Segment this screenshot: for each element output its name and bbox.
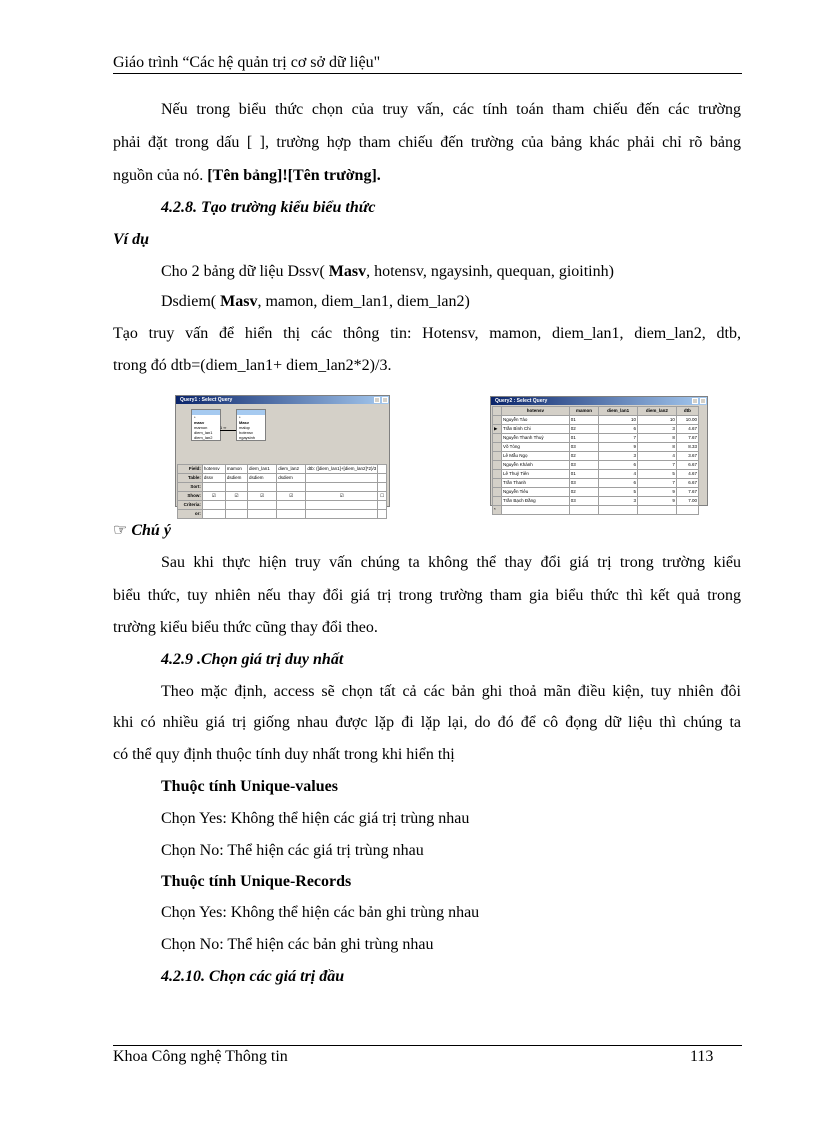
header-rule (113, 73, 742, 74)
table-cell[interactable]: Trần Thanh (502, 479, 570, 488)
paragraph-line (113, 166, 381, 186)
table-pane (177, 405, 382, 460)
grid-cell[interactable] (202, 483, 225, 492)
table-cell[interactable]: 4 (638, 452, 677, 461)
table-cell[interactable]: 4 (599, 470, 638, 479)
table-cell[interactable]: 6 (599, 425, 638, 434)
grid-cell[interactable] (225, 501, 247, 510)
grid-cell[interactable] (306, 510, 378, 519)
grid-cell[interactable] (225, 483, 247, 492)
table-cell[interactable]: 4.67 (676, 425, 698, 434)
field: malop (239, 425, 250, 430)
row-selector[interactable] (493, 443, 502, 452)
maximize-button (374, 397, 380, 403)
table-cell[interactable]: 8.33 (676, 443, 698, 452)
table-cell[interactable]: 5 (638, 470, 677, 479)
table-row[interactable] (493, 479, 699, 488)
grid-cell[interactable]: ☑ (225, 492, 247, 501)
field: masv (194, 420, 205, 425)
grid-cell[interactable] (306, 501, 378, 510)
note-heading (113, 521, 171, 541)
column-header[interactable]: dtb (676, 407, 698, 416)
table-cell[interactable]: Nguyễn Khánh (502, 461, 570, 470)
table-cell[interactable]: 10 (599, 416, 638, 425)
text: Cho 2 bảng dữ liệu Dssv( (161, 263, 329, 280)
grid-cell[interactable]: ☑ (248, 492, 277, 501)
row-selector[interactable] (493, 434, 502, 443)
row-selector[interactable] (493, 461, 502, 470)
note-label: Chú ý (131, 522, 171, 539)
grid-cell[interactable] (248, 501, 277, 510)
grid-cell[interactable]: hotensv (202, 465, 225, 474)
property-option: Chọn No: Thể hiện các bản ghi trùng nhau (161, 936, 434, 953)
table-cell[interactable]: 10.00 (676, 416, 698, 425)
row-selector[interactable] (493, 452, 502, 461)
table-cell[interactable]: 03 (569, 497, 599, 506)
table-row[interactable] (493, 434, 699, 443)
table-cell[interactable]: Nguyễn Tào (502, 416, 570, 425)
pointing-hand-icon: ☞ (113, 522, 132, 539)
grid-cell[interactable] (202, 510, 225, 519)
table-cell[interactable]: 03 (569, 443, 599, 452)
table-row[interactable] (493, 443, 699, 452)
column-header[interactable]: diem_lan2 (638, 407, 677, 416)
maximize-button (692, 398, 698, 404)
join-line: 1 ∞ (220, 425, 236, 431)
table-cell[interactable]: 8 (638, 443, 677, 452)
grid-cell[interactable] (202, 501, 225, 510)
table-cell[interactable]: Trần Bình Chi (502, 425, 570, 434)
grid-cell[interactable] (378, 483, 387, 492)
text: , mamon, diem_lan1, diem_lan2) (257, 293, 470, 310)
table-cell[interactable]: Nguyễn Thanh Thuỷ (502, 434, 570, 443)
field: hotensv (239, 430, 254, 435)
table-cell[interactable]: 5 (599, 488, 638, 497)
grid-cell[interactable]: ☑ (306, 492, 378, 501)
column-header[interactable]: mamon (569, 407, 599, 416)
grid-cell[interactable]: ☑ (277, 492, 306, 501)
property-option: Chọn No: Thể hiện các giá trị trùng nhau (161, 842, 424, 859)
grid-cell[interactable]: dtb: ([diem_lan1]+[diem_lan2]*2)/3 (306, 465, 378, 474)
paragraph-line (161, 292, 470, 312)
table-cell[interactable]: 8 (638, 434, 677, 443)
table-cell[interactable]: 01 (569, 470, 599, 479)
paragraph-line: khi có nhiều giá trị giống nhau được lặp đi lặp lại, do đó để cô đọng dữ liệu thì chúng ta (113, 714, 741, 731)
table-cell[interactable]: 7 (638, 461, 677, 470)
row-label: Table: (178, 474, 203, 483)
grid-cell[interactable] (306, 474, 378, 483)
field: * (239, 415, 241, 420)
table-cell[interactable]: 03 (569, 479, 599, 488)
grid-cell[interactable]: ☑ (202, 492, 225, 501)
row-label: or: (178, 510, 203, 519)
field: mamon (194, 425, 208, 430)
text: nguồn của nó. (113, 167, 208, 184)
grid-cell[interactable] (277, 483, 306, 492)
grid-row (178, 510, 387, 519)
column-header[interactable]: hotensv (502, 407, 570, 416)
paragraph-line: Tạo truy vấn để hiển thị các thông tin: Hotensv, mamon, diem_lan1, diem_lan2, dtb, (113, 325, 741, 342)
key-field: Masv (220, 293, 258, 310)
field: Masv (239, 420, 250, 425)
column-header[interactable]: diem_lan1 (599, 407, 638, 416)
table-cell[interactable]: 6.67 (676, 479, 698, 488)
table-cell[interactable]: 6.67 (676, 461, 698, 470)
design-grid (177, 464, 387, 519)
grid-cell[interactable]: ☐ (378, 492, 387, 501)
field: ngaysinh (239, 435, 256, 440)
paragraph-line: có thể quy định thuộc tính duy nhất trong khi hiển thị (113, 746, 455, 763)
grid-cell[interactable] (306, 483, 378, 492)
key-field: Masv (328, 263, 367, 280)
table-cell[interactable] (638, 506, 677, 515)
paragraph-line: trường kiểu biểu thức cũng thay đổi theo. (113, 619, 378, 636)
table-cell[interactable]: 01 (569, 434, 599, 443)
table-cell[interactable]: 7.00 (676, 497, 698, 506)
table-cell[interactable]: 4.67 (676, 470, 698, 479)
syntax-bold: [Tên bảng]![Tên trường]. (207, 167, 381, 184)
field-list-dssv (236, 409, 266, 441)
grid-cell[interactable] (248, 510, 277, 519)
table-cell[interactable]: 9 (638, 488, 677, 497)
close-button (382, 397, 388, 403)
field: diem_lan1 (194, 430, 213, 435)
grid-cell[interactable]: dssv (202, 474, 225, 483)
new-record-row[interactable] (493, 506, 699, 515)
example-label: Ví dụ (113, 231, 150, 248)
row-selector[interactable] (493, 488, 502, 497)
table-cell[interactable]: 02 (569, 488, 599, 497)
property-option: Chọn Yes: Không thể hiện các bản ghi trùng nhau (161, 904, 480, 921)
row-selector[interactable] (493, 470, 502, 479)
grid-cell[interactable] (378, 510, 387, 519)
grid-cell[interactable] (277, 501, 306, 510)
table-cell[interactable]: 02 (569, 452, 599, 461)
property-heading: Thuộc tính Unique-Records (161, 873, 352, 890)
paragraph-line: Nếu trong biểu thức chọn của truy vấn, các tính toán tham chiếu đến các trường (161, 101, 741, 118)
window-title: Query2 : Select Query (491, 397, 707, 405)
table-cell[interactable]: 7 (599, 434, 638, 443)
paragraph-line (161, 262, 614, 282)
table-cell[interactable]: Võ Tòng (502, 443, 570, 452)
text: Dsdiem( (161, 293, 221, 310)
table-cell[interactable]: 3 (599, 452, 638, 461)
table-cell[interactable] (502, 506, 570, 515)
paragraph-line: Sau khi thực hiện truy vấn chúng ta không thể thay đổi giá trị trong trường kiểu (161, 554, 741, 571)
table-cell[interactable]: 3 (599, 497, 638, 506)
grid-cell[interactable]: dsdiem (248, 474, 277, 483)
row-selector[interactable]: ▶ (493, 425, 502, 434)
grid-cell[interactable]: dsdiem (225, 474, 247, 483)
table-cell[interactable]: 9 (638, 497, 677, 506)
paragraph-line: phải đặt trong dấu [ ], trường hợp tham chiếu đến trường của bảng khác phải chỉ rõ bảng (113, 134, 741, 151)
table-cell[interactable]: 7 (638, 479, 677, 488)
table-row[interactable] (493, 470, 699, 479)
table-cell[interactable]: Nguyễn Tiêu (502, 488, 570, 497)
running-header: Giáo trình “Các hệ quản trị cơ sở dữ liệu" (113, 54, 381, 71)
table-cell[interactable] (569, 506, 599, 515)
query-design-window (175, 395, 390, 516)
paragraph-line: Theo mặc định, access sẽ chọn tất cả các bản ghi thoả mãn điều kiện, tuy nhiên đôi (161, 683, 741, 700)
new-record-icon: * (493, 506, 502, 515)
table-cell[interactable]: Lê Thuỷ Tiên (502, 470, 570, 479)
grid-cell[interactable] (225, 510, 247, 519)
footer-rule (113, 1045, 742, 1046)
section-heading: 4.2.10. Chọn các giá trị đầu (161, 968, 345, 985)
query-result-window (490, 396, 708, 512)
row-label: Criteria: (178, 501, 203, 510)
grid-cell[interactable] (248, 483, 277, 492)
table-cell[interactable]: 9 (599, 443, 638, 452)
table-row[interactable] (493, 425, 699, 434)
grid-cell[interactable]: mamon (225, 465, 247, 474)
table-cell[interactable]: Trần Bạch Đằng (502, 497, 570, 506)
table-cell[interactable]: 7.67 (676, 488, 698, 497)
window-title: Query1 : Select Query (176, 396, 389, 404)
table-cell[interactable]: 6 (599, 479, 638, 488)
footer-department: Khoa Công nghệ Thông tin (113, 1048, 288, 1065)
table-cell[interactable]: 3 (638, 425, 677, 434)
property-heading: Thuộc tính Unique-values (161, 778, 338, 795)
grid-row (178, 483, 387, 492)
grid-cell[interactable] (277, 510, 306, 519)
table-cell[interactable]: 6 (599, 461, 638, 470)
table-row[interactable] (493, 488, 699, 497)
grid-row (178, 492, 387, 501)
grid-row (178, 465, 387, 474)
table-cell[interactable]: 01 (569, 416, 599, 425)
table-cell[interactable] (599, 506, 638, 515)
result-datasheet (492, 406, 699, 515)
row-label: Show: (178, 492, 203, 501)
table-cell[interactable]: 10 (638, 416, 677, 425)
field: * (194, 415, 196, 420)
table-cell[interactable]: 7.67 (676, 434, 698, 443)
grid-row (178, 474, 387, 483)
page-number: 113 (690, 1048, 714, 1065)
table-cell[interactable]: Lê Mẫu Ngọ (502, 452, 570, 461)
grid-cell[interactable]: dsdiem (277, 474, 306, 483)
paragraph-line: biểu thức, tuy nhiên nếu thay đổi giá trị trong trường tham gia biểu thức thì kết quả trong (113, 587, 741, 604)
table-row[interactable] (493, 461, 699, 470)
table-cell[interactable]: 03 (569, 461, 599, 470)
property-option: Chọn Yes: Không thể hiện các giá trị trùng nhau (161, 810, 470, 827)
table-row[interactable] (493, 416, 699, 425)
section-heading: 4.2.9 .Chọn giá trị duy nhất (161, 651, 344, 668)
row-label: Sort: (178, 483, 203, 492)
section-heading: 4.2.8. Tạo trường kiểu biểu thức (161, 199, 376, 216)
table-cell[interactable]: 3.67 (676, 452, 698, 461)
text: , hotensv, ngaysinh, quequan, gioitinh) (366, 263, 614, 280)
field-list-dsdiem (191, 409, 221, 441)
close-button (700, 398, 706, 404)
table-row[interactable] (493, 452, 699, 461)
field: diem_lan2 (194, 435, 213, 440)
table-cell[interactable]: 02 (569, 425, 599, 434)
grid-cell[interactable]: diem_lan1 (248, 465, 277, 474)
grid-cell[interactable]: diem_lan2 (277, 465, 306, 474)
grid-cell[interactable] (378, 501, 387, 510)
row-label: Field: (178, 465, 203, 474)
grid-row (178, 501, 387, 510)
table-cell[interactable] (676, 506, 698, 515)
table-row[interactable] (493, 497, 699, 506)
row-selector[interactable] (493, 497, 502, 506)
row-selector[interactable] (493, 416, 502, 425)
paragraph-line: trong đó dtb=(diem_lan1+ diem_lan2*2)/3. (113, 357, 392, 374)
row-selector[interactable] (493, 479, 502, 488)
grid-cell[interactable] (378, 465, 387, 474)
grid-cell[interactable] (378, 474, 387, 483)
